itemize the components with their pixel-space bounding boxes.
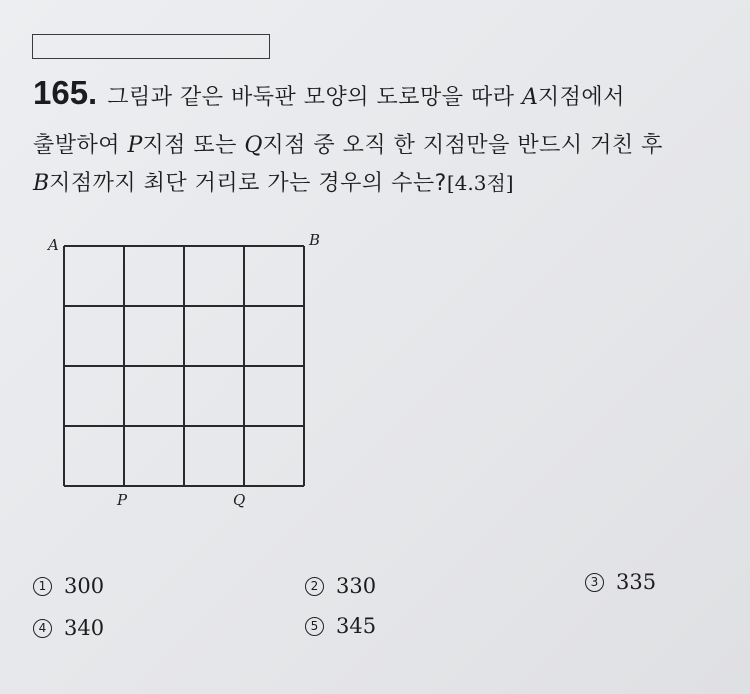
points-label: [4.3점] xyxy=(446,171,514,195)
choice-4-marker: 4 xyxy=(33,619,52,638)
choice-1[interactable] xyxy=(33,574,104,598)
question-text-2c: 지점 중 오직 한 지점만을 반드시 거친 후 xyxy=(262,133,663,158)
label-a: A xyxy=(48,236,59,254)
question-text-2b: 지점 또는 xyxy=(142,133,245,158)
point-b-ref: B xyxy=(33,171,50,196)
label-q: Q xyxy=(233,491,246,509)
choice-2[interactable] xyxy=(305,574,376,598)
choice-4[interactable] xyxy=(33,616,104,640)
question-text-1: 그림과 같은 바둑판 모양의 도로망을 따라 xyxy=(107,85,522,110)
choice-1-marker: 1 xyxy=(33,577,52,596)
point-a-ref: A xyxy=(521,85,538,110)
question-text-1b: 지점에서 xyxy=(537,85,625,110)
question-number: 165. xyxy=(33,74,98,111)
choice-2-value: 330 xyxy=(336,574,377,598)
choice-3-marker: 3 xyxy=(585,573,604,592)
label-p: P xyxy=(117,491,128,509)
choice-1-value: 300 xyxy=(64,574,105,598)
label-b: B xyxy=(309,231,321,249)
choice-5-value: 345 xyxy=(336,614,377,638)
choice-3-value: 335 xyxy=(616,570,657,594)
point-q-ref: Q xyxy=(244,133,263,158)
grid-lines xyxy=(64,246,304,486)
choice-2-marker: 2 xyxy=(305,577,324,596)
choice-5-marker: 5 xyxy=(305,617,324,636)
point-p-ref: P xyxy=(127,133,143,158)
question-text-2a: 출발하여 xyxy=(33,133,128,158)
choice-5[interactable] xyxy=(305,614,376,638)
choice-4-value: 340 xyxy=(64,616,105,640)
question-text-3: 지점까지 최단 거리로 가는 경우의 수는? xyxy=(49,171,447,196)
choice-3[interactable] xyxy=(585,570,656,594)
